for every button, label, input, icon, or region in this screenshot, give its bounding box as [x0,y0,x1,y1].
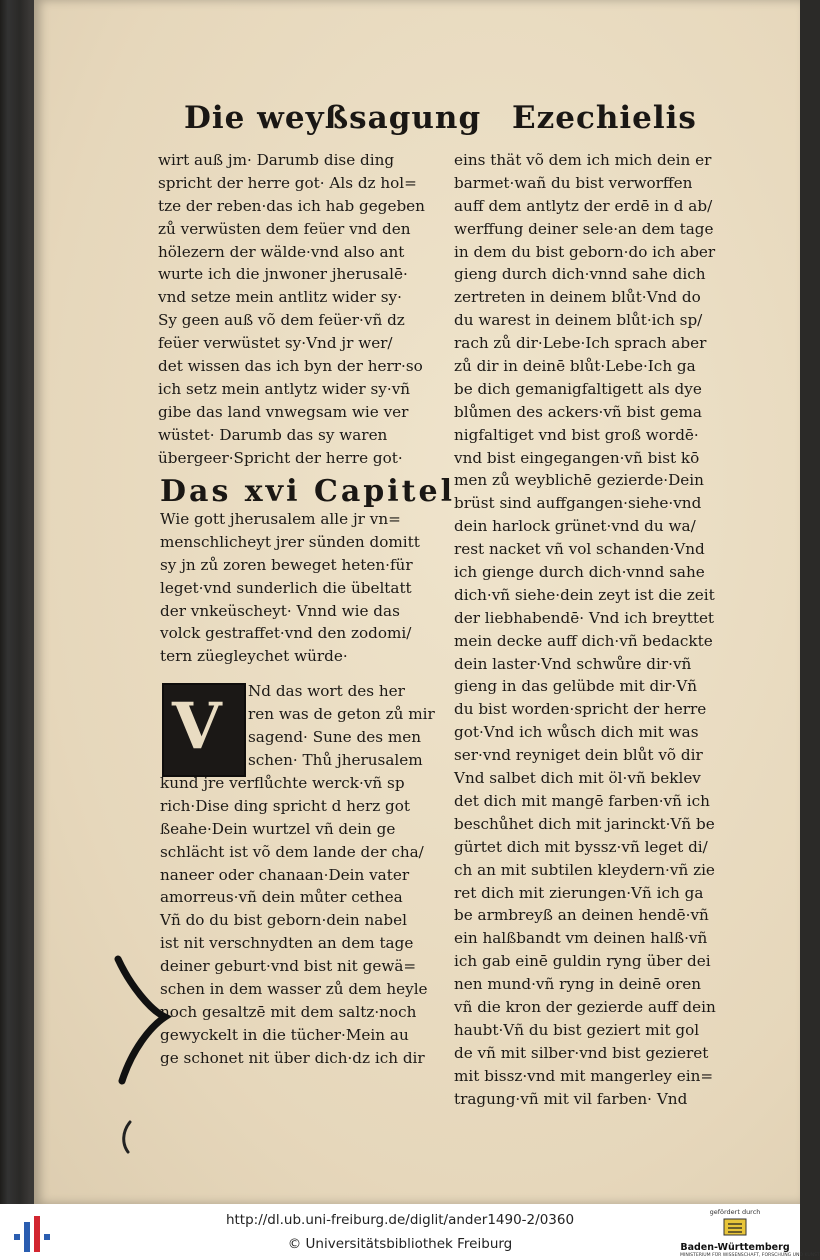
text-line: tze der reben·das ich hab gegeben [158,196,425,215]
text-line: der liebhabendē· Vnd ich breyttet [454,608,715,627]
text-line: rich·Dise ding spricht d herz got [160,796,411,815]
text-line: auff dem antlytz der erdē in d ab/ [454,196,713,215]
text-line: amorreus·vñ dein můter cethea [160,888,403,907]
text-line: ßeahe·Dein wurtzel vñ dein ge [160,819,396,838]
text-line: dein harlock grünet·vnd du wa/ [454,517,696,536]
text-line: du bist worden·spricht der herre [454,700,707,719]
text-line: be dich gemanigfaltigett als dye [454,379,702,398]
text-line: zertreten in deinem blůt·Vnd do [454,288,701,307]
text-line: ren was de geton zů mir [248,704,435,723]
text-line: be armbreyß an deinen hendē·vñ [454,906,709,925]
text-line: leget·vnd sunderlich die übeltatt [160,578,412,597]
text-line: de vñ mit silber·vnd bist gezieret [454,1043,709,1062]
chapter-heading: Das xvi Capitel [160,474,455,509]
text-line: zů verwüsten dem feüer vnd den [158,219,411,238]
footer-url-link[interactable]: http://dl.ub.uni-freiburg.de/diglit/ander1490-2/0360 [225,1212,575,1228]
text-line: deiner geburt·vnd bist nit gewä= [160,957,417,976]
text-line: Vñ do du bist geborn·dein nabel [160,911,407,930]
decorated-initial [162,683,246,777]
handwritten-bracket-mark [110,955,170,1085]
text-line: det wissen das ich byn der herr·so [158,357,423,376]
text-line: vnd bist eingegangen·vñ bist kō [454,448,700,467]
text-line: gürtet dich mit byssz·vñ leget di/ [454,837,708,856]
text-line: dein laster·Vnd schwůre dir·vñ [454,654,692,673]
text-line: kund jre verflůchte werck·vñ sp [160,774,405,792]
text-line: zů dir in deinē blůt·Lebe·Ich ga [454,357,696,376]
text-line: barmet·wañ du bist verworffen [454,173,693,192]
left-column-top [158,149,425,469]
sponsor-state: Baden-Württemberg [680,1242,790,1253]
text-line: der vnkeüscheyt· Vnnd wie das [160,601,400,620]
right-column [454,149,716,1110]
state-crest-icon [722,1217,748,1237]
text-line: wirt auß jm· Darumb dise ding [158,151,395,169]
text-line: men zů weyblichē gezierde·Dein [454,471,704,490]
text-line: tragung·vñ mit vil farben· Vnd [454,1089,688,1108]
text-line: blůmen des ackers·vñ bist gema [454,402,702,421]
text-line: ich gienge durch dich·vnnd sahe [454,563,705,582]
text-line: vnd setze mein antlitz wider sy· [158,288,402,307]
left-column-bottom [160,772,428,1070]
text-line: gibe das land vnwegsam wie ver [158,402,409,421]
text-line: sagend· Sune des men [248,727,422,746]
text-line: nigfaltiget vnd bist groß wordē· [454,425,699,444]
text-line: det dich mit mangē farben·vñ ich [454,791,710,810]
text-line: mit bissz·vnd mit mangerley ein= [454,1066,714,1085]
text-line: ein halßbandt vm deinen halß·vñ [454,929,708,948]
text-line: eins thät võ dem ich mich dein er [454,151,712,169]
text-line: menschlicheyt jrer sünden domitt [160,532,420,551]
text-line: wurte ich die jnwoner jherusalē· [158,265,408,284]
text-line: tern züegleychet würde· [160,647,348,666]
text-line: gewyckelt in die tücher·Mein au [160,1025,409,1044]
text-line: beschůhet dich mit jarinckt·Vñ be [454,814,715,833]
running-header-left: Die weyßsagung [184,100,482,136]
sponsor-line: gefördert durch [709,1208,761,1216]
text-line: ich gab einē guldin ryng über dei [454,952,711,971]
viewer-footer [0,1204,820,1260]
text-line: spricht der herre got· Als dz hol= [158,173,417,192]
text-line: naneer oder chanaan·Dein vater [160,865,410,884]
text-line: gieng in das gelübde mit dir·Vñ [454,677,697,696]
text-line: ch an mit subtilen kleydern·vñ zie [454,860,715,879]
text-line: Wie gott jherusalem alle jr vn= [160,510,401,528]
text-line: haubt·Vñ du bist geziert mit gol [454,1020,700,1039]
initial-letter: V [172,689,222,764]
text-line: noch gesaltzē mit dem saltz·noch [160,1002,417,1021]
text-line: du warest in deinem blůt·ich sp/ [454,311,703,330]
text-line: hölezern der wälde·vnd also ant [158,242,405,261]
text-line: rest nacket vñ vol schanden·Vnd [454,540,705,559]
text-line: Vnd salbet dich mit öl·vñ beklev [454,769,701,788]
text-line: volck gestraffet·vnd den zodomi/ [160,624,412,643]
sponsor-ministry: MINISTERIUM FÜR WISSENSCHAFT, FORSCHUNG UND KUNST [680,1253,820,1258]
text-line: nen mund·vñ ryng in deinē oren [454,975,702,994]
text-line: Nd das wort des her [248,682,405,700]
text-line: ich setz mein antlytz wider sy·vñ [158,379,411,398]
text-line: feüer verwüstet sy·Vnd jr wer/ [158,334,393,353]
text-line: wüstet· Darumb das sy waren [158,425,388,444]
text-line: schen in dem wasser zů dem heyle [160,980,428,999]
text-line: dich·vñ siehe·dein zeyt ist die zeit [454,585,715,604]
left-column-initial-lines [248,680,435,772]
text-line: übergeer·Spricht der herre got· [158,448,403,467]
text-line: in dem du bist geborn·do ich aber [454,242,716,261]
text-line: mein decke auff dich·vñ bedackte [454,631,713,650]
footer-copyright: © Universitätsbibliothek Freiburg [287,1236,513,1252]
text-line: gieng durch dich·vnnd sahe dich [454,265,706,284]
chapter-summary [160,508,420,668]
text-line: brüst sind auffgangen·siehe·vnd [454,494,702,513]
text-line: schlächt ist võ dem lande der cha/ [160,842,424,861]
text-line: got·Vnd ich wůsch dich mit was [454,723,699,742]
text-line: Sy geen auß võ dem feüer·vñ dz [158,311,405,330]
sponsor-block [680,1208,820,1258]
text-line: schen· Thů jherusalem [248,750,423,769]
text-line: vñ die kron der gezierde auff dein [454,997,716,1016]
running-header-right: Ezechielis [512,100,697,136]
text-line: ser·vnd reyniget dein blůt võ dir [454,746,703,765]
text-line: ist nit verschnydten an dem tage [160,934,414,953]
text-line: sy jn zů zoren beweget heten·für [160,555,413,574]
text-line: ge schonet nit über dich·dz ich dir [160,1048,425,1067]
text-line: werffung deiner sele·an dem tage [454,219,714,238]
text-line: rach zů dir·Lebe·Ich sprach aber [454,334,707,353]
handwritten-small-mark [118,1118,138,1158]
text-line: ret dich mit zierungen·Vñ ich ga [454,883,704,902]
